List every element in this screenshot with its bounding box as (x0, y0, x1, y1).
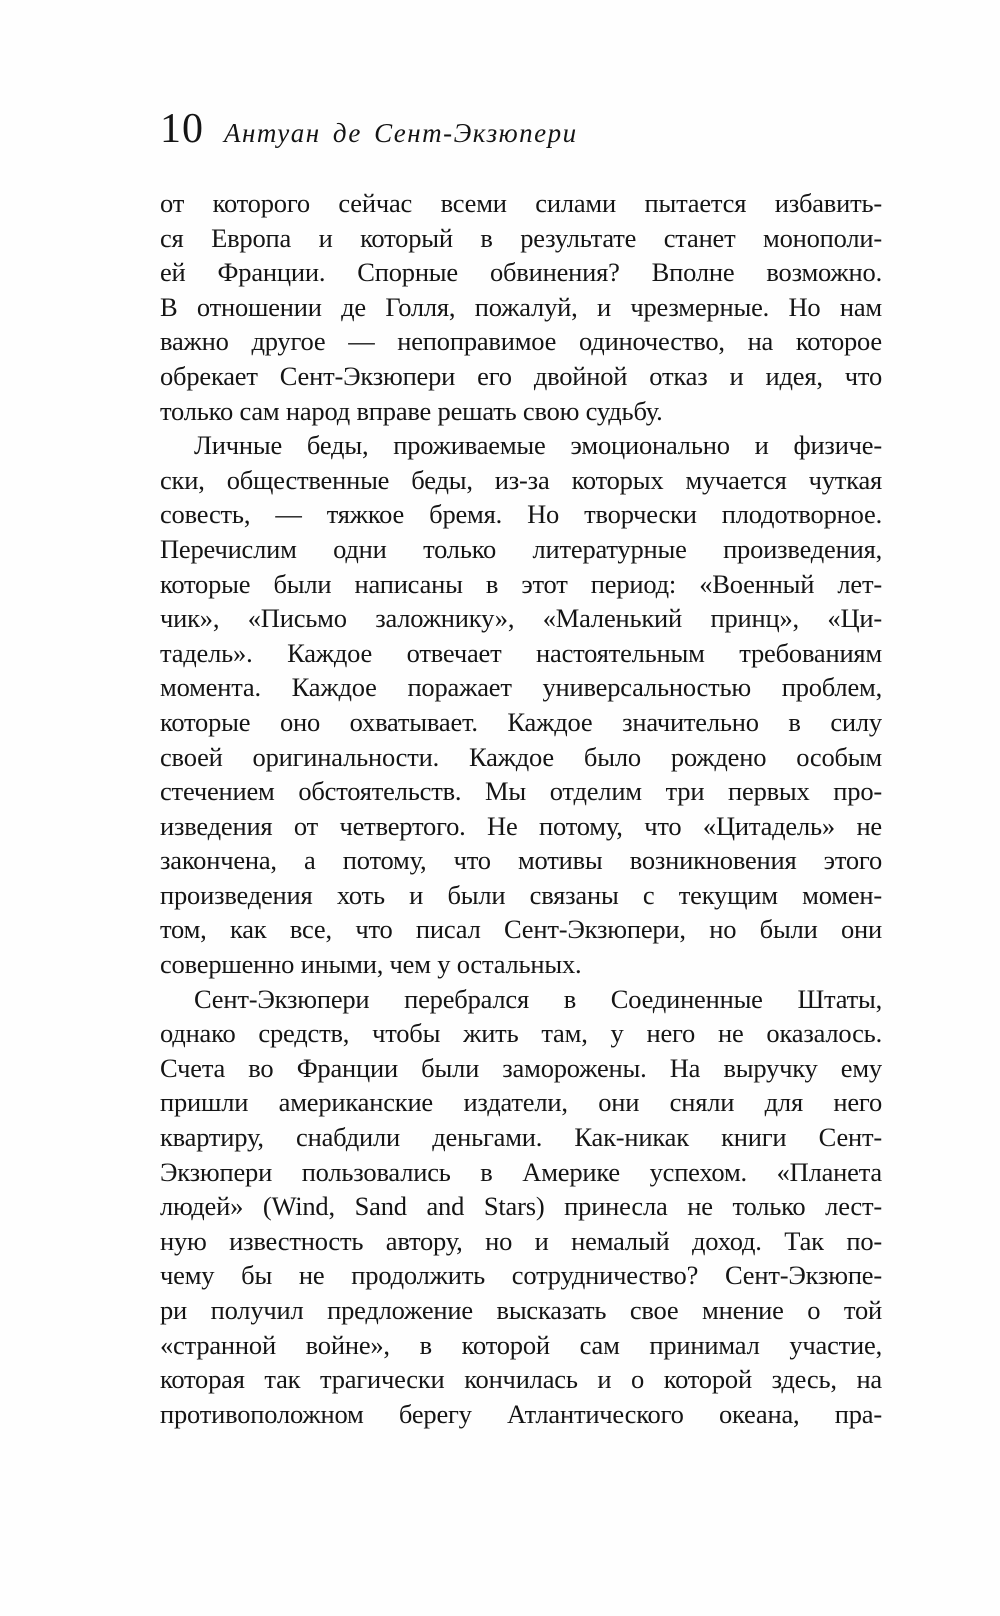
text-line: чему бы не продолжить сотрудничество? Сент-Экзюпе- (160, 1260, 882, 1291)
text-line: том, как все, что писал Сент-Экзюпери, но были они (160, 914, 882, 945)
text-line: закончена, а потому, что мотивы возникновения этого (160, 845, 882, 876)
running-header (160, 108, 578, 150)
text-line: тадель». Каждое отвечает настоятельным требованиям (160, 637, 882, 668)
text-line: важно другое — непоправимое одиночество, на которое (160, 326, 882, 357)
text-line: «странной войне», в которой сам принимал участие, (160, 1329, 882, 1360)
text-line: ри получил предложение высказать свое мнение о той (160, 1295, 882, 1325)
running-head-title: Антуан де Сент-Экзюпери (224, 118, 578, 148)
text-line: Сент-Экзюпери перебрался в Соединенные Штаты, (194, 983, 882, 1014)
page-number: 10 (160, 106, 204, 152)
text-line: чик», «Письмо заложнику», «Маленький принц», «Ци- (160, 603, 882, 634)
text-line: стечением обстоятельств. Мы отделим три первых про- (160, 776, 882, 807)
text-line: Личные беды, проживаемые эмоционально и физиче- (194, 430, 882, 461)
text-line: совершенно иными, чем у остальных. (160, 949, 582, 980)
text-line: которые оно охватывает. Каждое значительно в силу (160, 706, 882, 737)
body-text (160, 186, 882, 1431)
text-line: ей Франции. Спорные обвинения? Вполне возможно. (160, 257, 882, 288)
text-line: своей оригинальности. Каждое было рождено особым (160, 741, 882, 772)
text-line: противоположном берегу Атлантического океана, пра- (160, 1398, 882, 1429)
text-line: Перечислим одни только литературные произведения, (160, 533, 882, 564)
text-line: ски, общественные беды, из-за которых мучается чуткая (160, 464, 882, 495)
text-line: которые были написаны в этот период: «Военный лет- (160, 568, 882, 599)
text-line: людей» (Wind, Sand and Stars) принесла не только лест- (160, 1191, 882, 1222)
text-line: совесть, — тяжкое бремя. Но творчески плодотворное. (160, 499, 882, 530)
text-line: которая так трагически кончилась и о которой здесь, на (160, 1364, 882, 1395)
text-line: ся Европа и который в результате станет монополи- (160, 222, 882, 253)
text-line: квартиру, снабдили деньгами. Как-никак книги Сент- (160, 1122, 882, 1153)
text-line: обрекает Сент-Экзюпери его двойной отказ и идея, что (160, 360, 882, 391)
text-line: момента. Каждое поражает универсальностью проблем, (160, 672, 882, 703)
text-line: от которого сейчас всеми силами пытается избавить- (160, 188, 882, 218)
text-line: В отношении де Голля, пожалуй, и чрезмерные. Но нам (160, 291, 882, 322)
text-line: Счета во Франции были заморожены. На выручку ему (160, 1052, 882, 1083)
text-line: однако средств, чтобы жить там, у него не оказалось. (160, 1018, 882, 1049)
text-line: только сам народ вправе решать свою судьбу. (160, 395, 663, 426)
text-line: произведения хоть и были связаны с текущим момен- (160, 879, 882, 910)
text-line: Экзюпери пользовались в Америке успехом. «Планета (160, 1156, 882, 1187)
text-line: изведения от четвертого. Не потому, что «Цитадель» не (160, 810, 882, 841)
text-line: ную известность автору, но и немалый доход. Так по- (160, 1225, 882, 1256)
text-line: пришли американские издатели, они сняли для него (160, 1087, 882, 1118)
